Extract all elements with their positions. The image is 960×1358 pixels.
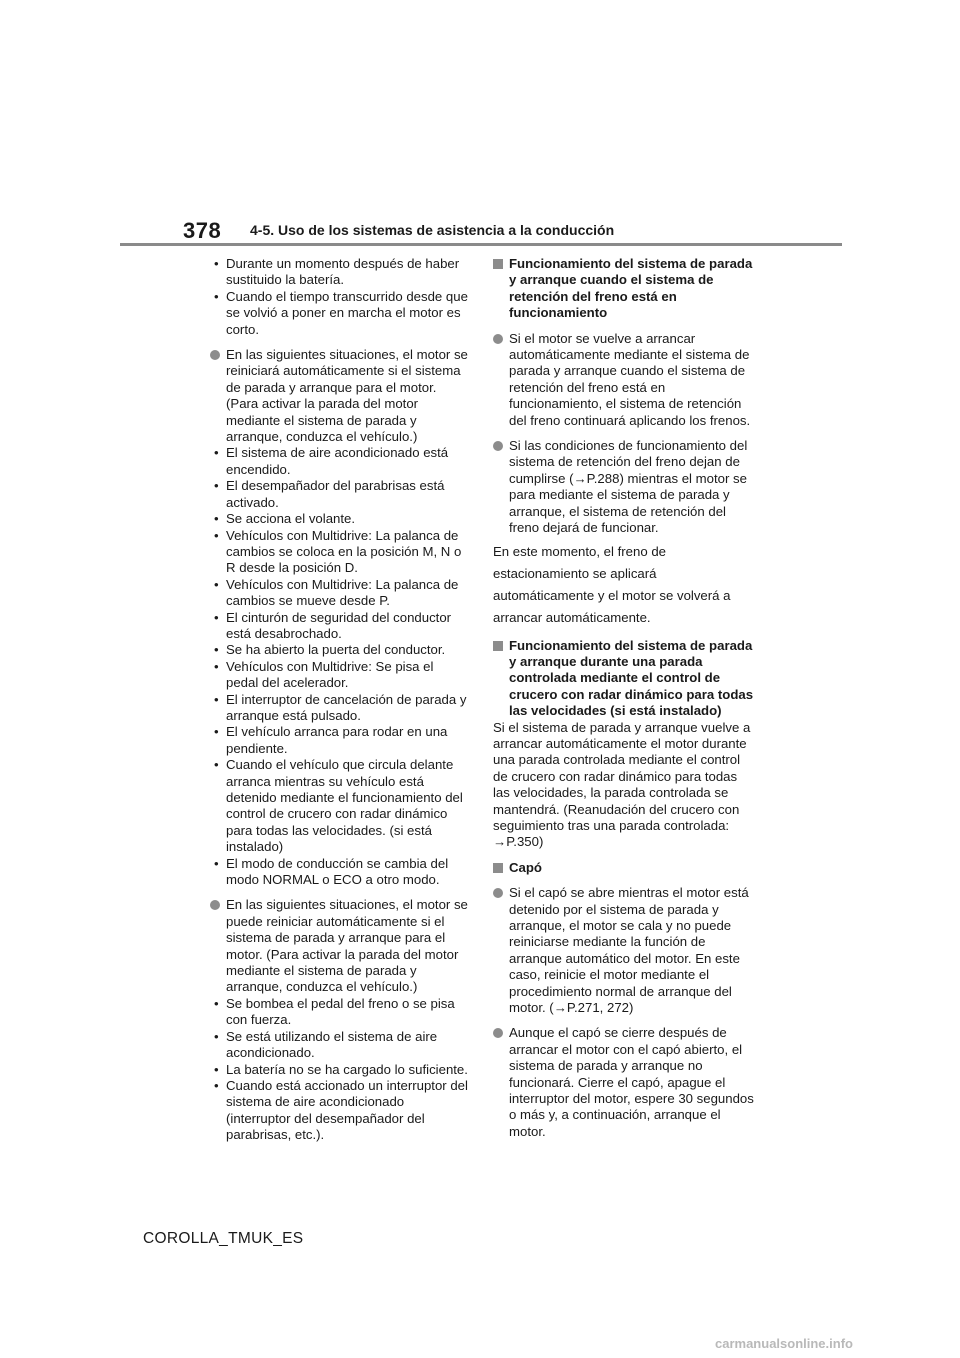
circle-bullet-icon <box>493 441 503 451</box>
square-bullet-icon <box>493 641 503 651</box>
dot-paragraph <box>210 897 468 995</box>
list-item: • El desempañador del parabrisas está activado. <box>210 478 468 511</box>
paragraph-text: ) mientras el motor se para mediante el sistema de parada y arranque, el sistema de retención del freno dejará de funcionar. <box>509 470 747 536</box>
page-number: 378 <box>183 218 222 243</box>
circle-bullet-icon <box>493 1028 503 1038</box>
header-divider <box>120 243 842 246</box>
page-reference-link[interactable]: →P.350 <box>493 834 539 850</box>
paragraph-text: Si el motor se vuelve a arrancar automáticamente mediante el sistema de parada y arranque cuando el sistema de retención del freno está en funcionamiento, el sistema de retención del freno continuará aplicando los frenos. <box>509 330 751 428</box>
circle-bullet-icon <box>210 350 220 360</box>
paragraph: En este momento, el freno de estacionamiento se aplicará automáticamente y el motor se volverá a arrancar automáticamente. <box>493 543 731 625</box>
circle-bullet-icon <box>493 334 503 344</box>
heading-text: Capó <box>509 859 542 875</box>
paragraph <box>493 720 755 851</box>
dot-paragraph <box>493 885 755 1016</box>
section-heading <box>493 256 755 322</box>
list-item: • La batería no se ha cargado lo suficiente. <box>210 1062 468 1078</box>
heading-text: Funcionamiento del sistema de parada y arranque cuando el sistema de retención del freno está en funcionamiento <box>509 256 753 321</box>
list-item: • El cinturón de seguridad del conductor está desabrochado. <box>210 610 468 643</box>
heading-text: Funcionamiento del sistema de parada y arranque durante una parada controlada mediante el control de crucero con radar dinámico para todas las velocidades (si está instalado) <box>509 637 754 719</box>
page-reference-link[interactable]: →P.271, 272 <box>553 1000 629 1016</box>
list-item: • El interruptor de cancelación de parada y arranque está pulsado. <box>210 692 468 725</box>
paragraph-text: En las siguientes situaciones, el motor se reiniciará automáticamente si el sistema de parada y arranque para el motor. (Para activar la parada del motor mediante el sistema de parada y arranque, conduzca el vehículo.) <box>226 347 468 445</box>
paragraph-text: Si las condiciones de funcionamiento del sistema de retención del freno dejan de cumplirse ( <box>509 438 748 486</box>
list-item: • El modo de conducción se cambia del modo NORMAL o ECO a otro modo. <box>210 856 468 889</box>
condition-bullet-list <box>210 445 468 888</box>
list-item: • Durante un momento después de haber sustituido la batería. <box>210 256 468 289</box>
circle-bullet-icon <box>210 900 220 910</box>
section-heading <box>493 638 755 720</box>
watermark: carmanualsonline.info <box>715 1336 853 1351</box>
paragraph-text: En las siguientes situaciones, el motor se puede reiniciar automáticamente si el sistema de parada y arranque para el motor. (Para activar la parada del motor mediante el sistema de parada y arranque, conduzca el vehículo.) <box>226 897 468 995</box>
dot-paragraph <box>493 438 755 536</box>
intro-bullet-list <box>210 256 468 338</box>
list-item: • Se ha abierto la puerta del conductor. <box>210 642 468 658</box>
page-reference-link[interactable]: →P.288 <box>573 470 620 486</box>
condition-bullet-list <box>210 996 468 1144</box>
list-item: • Vehículos con Multidrive: La palanca de cambios se coloca en la posición M, N o R desde la posición D. <box>210 528 468 577</box>
left-column <box>210 256 468 1144</box>
list-item: • Se acciona el volante. <box>210 511 468 527</box>
paragraph-text: Aunque el capó se cierre después de arrancar el motor con el capó abierto, el sistema de parada y arranque no funcionará. Cierre el capó, apague el interruptor del motor, espere 30 segundos o más y, a continuación, arranque el motor. <box>509 1025 754 1139</box>
document-code: COROLLA_TMUK_ES <box>143 1230 304 1247</box>
list-item: • Cuando el tiempo transcurrido desde que se volvió a poner en marcha el motor es corto. <box>210 289 468 338</box>
list-item: • Vehículos con Multidrive: Se pisa el pedal del acelerador. <box>210 659 468 692</box>
paragraph-text: ) <box>628 1000 634 1016</box>
paragraph-text: Si el sistema de parada y arranque vuelve a arrancar automáticamente el motor durante una parada controlada mediante el control de crucero con radar dinámico para todas las velocidades, la parada controlada se mantendrá. (Reanudación del crucero con seguimiento tras una parada controlada: <box>493 719 751 833</box>
paragraph-text: ) <box>538 834 544 850</box>
dot-paragraph <box>493 1025 755 1140</box>
list-item: • Se bombea el pedal del freno o se pisa con fuerza. <box>210 996 468 1029</box>
section-title: 4-5. Uso de los sistemas de asistencia a la conducción <box>250 222 615 238</box>
circle-bullet-icon <box>493 888 503 898</box>
right-column <box>493 256 755 1140</box>
list-item: • El vehículo arranca para rodar en una pendiente. <box>210 724 468 757</box>
list-item: • Cuando está accionado un interruptor del sistema de aire acondicionado (interruptor del desempañador del parabrisas, etc.). <box>210 1078 468 1144</box>
list-item: • Se está utilizando el sistema de aire acondicionado. <box>210 1029 468 1062</box>
dot-paragraph <box>210 347 468 445</box>
list-item: • El sistema de aire acondicionado está encendido. <box>210 445 468 478</box>
square-bullet-icon <box>493 259 503 269</box>
section-heading <box>493 860 755 876</box>
paragraph-text: Si el capó se abre mientras el motor está detenido por el sistema de parada y arranque, el motor se cala y no puede reiniciarse mediante la función de arranque automático del motor. En este caso, reinicie el motor mediante el procedimiento normal de arranque del motor. ( <box>509 885 749 1016</box>
list-item: • Cuando el vehículo que circula delante arranca mientras su vehículo está detenido mediante el funcionamiento del control de crucero con radar dinámico para todas las velocidades. (si está instalado) <box>210 757 468 855</box>
dot-paragraph <box>493 331 755 429</box>
list-item: • Vehículos con Multidrive: La palanca de cambios se mueve desde P. <box>210 577 468 610</box>
square-bullet-icon <box>493 863 503 873</box>
